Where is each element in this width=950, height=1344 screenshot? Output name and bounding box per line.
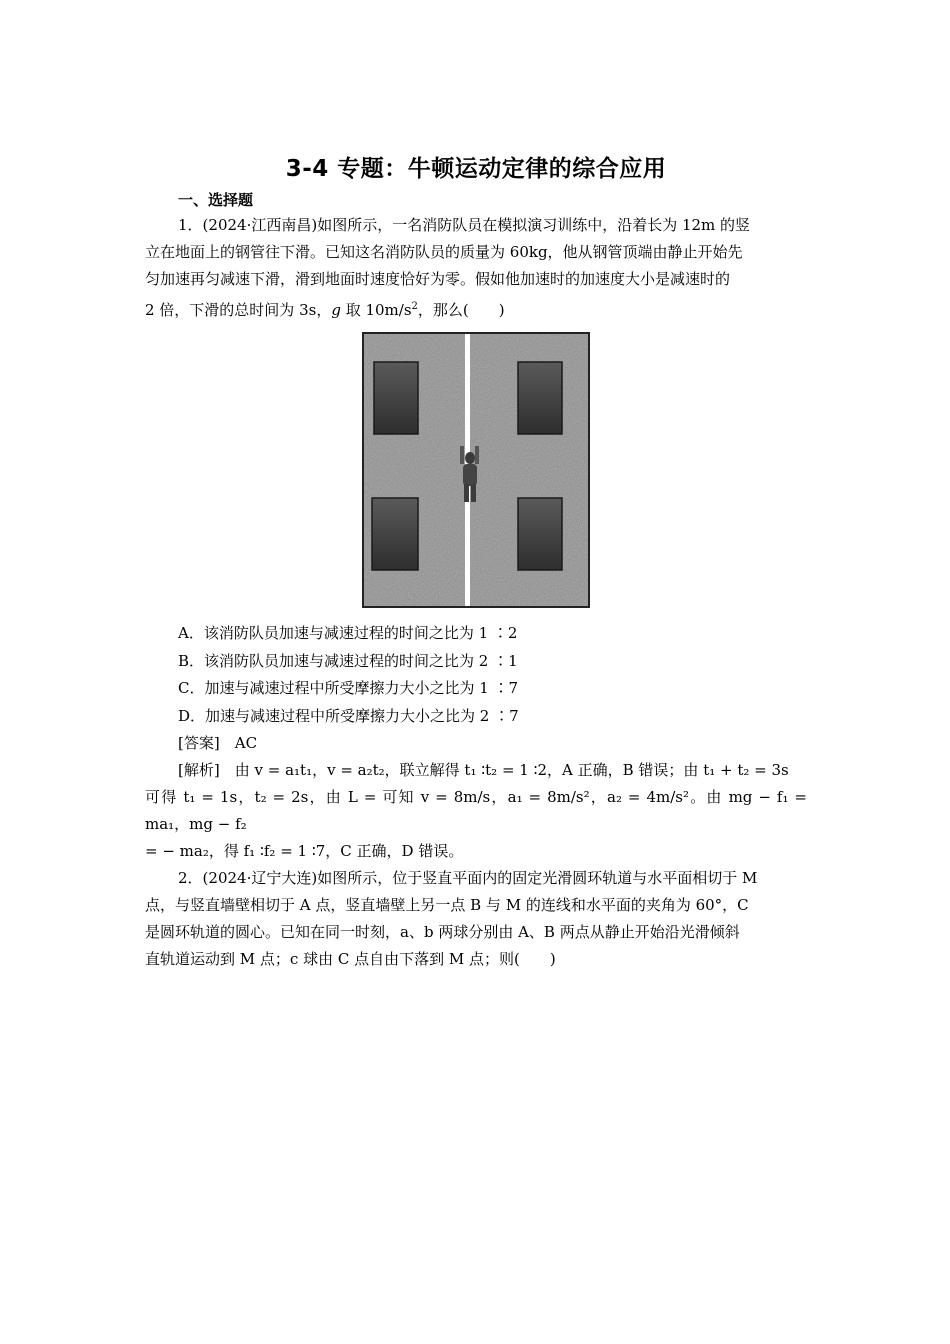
section-heading: 一、选择题 xyxy=(178,191,254,209)
q1-stem-line-2: 立在地面上的钢管往下滑。已知这名消防队员的质量为 60kg，他从钢管顶端由静止开始先 xyxy=(145,243,743,261)
q1-option-b: B．该消防队员加速与减速过程的时间之比为 2 ∶1 xyxy=(178,651,518,670)
firefighter-figure xyxy=(362,332,590,608)
q1-stem-text-b: 取 10m/s xyxy=(340,301,412,319)
analysis-label: [解析] xyxy=(178,761,220,779)
q2-line-2: 点，与竖直墙壁相切于 A 点，竖直墙壁上另一点 B 与 M 的连线和水平面的夹角为 60°，C xyxy=(145,896,749,914)
q1-stem-line-4 xyxy=(145,293,807,324)
q1-analysis-line-1 xyxy=(145,757,807,784)
q2-line-1: 2．(2024·辽宁大连)如图所示，位于竖直平面内的固定光滑圆环轨道与水平面相切于 M xyxy=(178,869,758,887)
analysis-text-1: 由 v = a₁t₁，v = a₂t₂，联立解得 t₁ ∶t₂ = 1 ∶2，A 正确，B 错误；由 t₁ + t₂ = 3s xyxy=(234,761,789,779)
q1-analysis-line-2: 可得 t₁ = 1s，t₂ = 2s，由 L = 可知 v = 8m/s，a₁ = 8m/s²，a₂ = 4m/s²。由 mg − f₁ = ma₁，mg − f₂ xyxy=(145,788,807,833)
window-bottom-right xyxy=(518,498,562,570)
answer-label: [答案] xyxy=(178,734,220,752)
window-top-left xyxy=(374,362,418,434)
q1-stem-text-c: ，那么( ) xyxy=(417,301,505,319)
q1-stem-line-1: 1．(2024·江西南昌)如图所示，一名消防队员在模拟演习训练中，沿着长为 12m 的竖 xyxy=(178,216,751,234)
window-top-right xyxy=(518,362,562,434)
q1-stem-line-3: 匀加速再匀减速下滑，滑到地面时速度恰好为零。假如他加速时的加速度大小是减速时的 xyxy=(145,270,731,288)
window-bottom-left xyxy=(372,498,418,570)
q2-line-4: 直轨道运动到 M 点；c 球由 C 点自由下落到 M 点；则( ) xyxy=(145,950,556,968)
q2-line-3: 是圆环轨道的圆心。已知在同一时刻，a、b 两球分别由 A、B 两点从静止开始沿光滑倾斜 xyxy=(145,923,740,941)
q1-option-c: C．加速与减速过程中所受摩擦力大小之比为 1 ∶7 xyxy=(178,679,519,697)
question-2 xyxy=(145,865,807,973)
q1-stem-sup: 2 xyxy=(411,301,418,312)
q1-option-d: D．加速与减速过程中所受摩擦力大小之比为 2 ∶7 xyxy=(178,706,519,725)
page-title: 3-4 专题：牛顿运动定律的综合应用 xyxy=(285,156,667,182)
q1-analysis-line-3: = − ma₂，得 f₁ ∶f₂ = 1 ∶7，C 正确，D 错误。 xyxy=(145,842,464,860)
answer-value: AC xyxy=(234,734,258,752)
document-page xyxy=(145,150,807,973)
q1-stem-text-a: 2 倍，下滑的总时间为 3s， xyxy=(145,301,332,319)
q1-answer xyxy=(178,730,807,757)
firefighter-illustration xyxy=(364,334,588,606)
question-1 xyxy=(145,212,807,865)
q1-stem-g: g xyxy=(331,301,341,319)
q1-option-a: A．该消防队员加速与减速过程的时间之比为 1 ∶2 xyxy=(178,624,518,642)
